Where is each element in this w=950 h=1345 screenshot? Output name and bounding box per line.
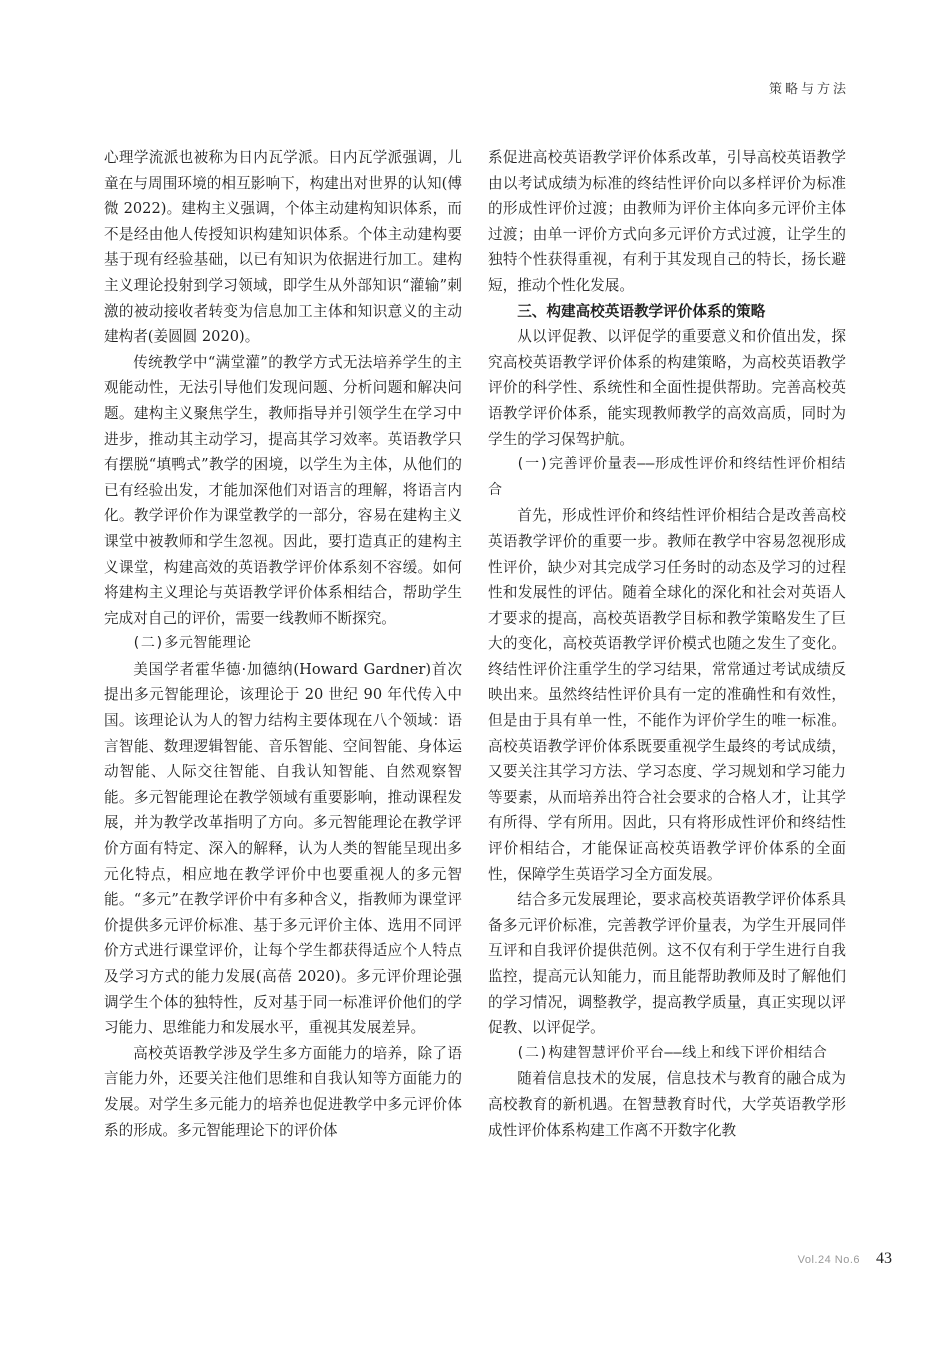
paragraph: 随着信息技术的发展，信息技术与教育的融合成为高校教育的新机遇。在智慧教育时代，大学英语教学形成性评价体系构建工作离不开数字化教 <box>488 1070 846 1139</box>
paragraph: 传统教学中“满堂灌”的教学方式无法培养学生的主观能动性，无法引导他们发现问题、分析问题和解决问题。建构主义聚焦学生，教师指导并引领学生在学习中进步，推动其主动学习，提高其学习效率。英语教学只有摆脱“填鸭式”教学的困境，以学生为主体，从他们的已有经验出发，才能加深他们对语言的理解，将语言内化。教学评价作为课堂教学的一部分，容易在建构主义课堂中被教师和学生忽视。因此，要打造真正的建构主义课堂，构建高效的英语教学评价体系刻不容缓。如何将建构主义理论与英语教学评价体系相结合，帮助学生完成对自己的评价，需要一线教师不断探究。 <box>104 353 462 627</box>
paragraph: 系促进高校英语教学评价体系改革，引导高校英语教学由以考试成绩为标准的终结性评价向以多样评价为标准的形成性评价过渡；由教师为评价主体向多元评价主体过渡；由单一评价方式向多元评价方式过渡，让学生的独特个性获得重视，有利于其发现自己的特长，扬长避短，推动个性化发展。 <box>488 149 846 294</box>
subsection-heading: (一)完善评价量表——形成性评价和终结性评价相结合 <box>488 456 846 498</box>
subsection-heading: (二)多元智能理论 <box>132 635 252 652</box>
paragraph: 首先，形成性评价和终结性评价相结合是改善高校英语教学评价的重要一步。教师在教学中容易忽视形成性评价，缺少对其完成学习任务时的动态及学习的过程性和发展性的评估。随着全球化的深化和社会对英语人才要求的提高，高校英语教学目标和教学策略发生了巨大的变化，高校英语教学评价模式也随之发生了变化。终结性评价注重学生的学习结果，常常通过考试成绩反映出来。虽然终结性评价具有一定的准确性和有效性，但是由于具有单一性，不能作为评价学生的唯一标准。高校英语教学评价体系既要重视学生最终的考试成绩，又要关注其学习方法、学习态度、学习规划和学习能力等要素，从而培养出符合社会要求的合格人才，让其学有所得、学有所用。因此，只有将形成性评价和终结性评价相结合，才能保证高校英语教学评价体系的全面性，保障学生英语学习全方面发展。 <box>488 507 846 883</box>
section-heading: 三、构建高校英语教学评价体系的策略 <box>517 302 766 320</box>
volume-info: Vol.24 No.6 <box>797 1254 860 1266</box>
paragraph: 结合多元发展理论，要求高校英语教学评价体系具备多元评价标准，完善教学评价量表，为学生开展同伴互评和自我评价提供范例。这不仅有利于学生进行自我监控，提高元认知能力，而且能帮助教师及时了解他们的学习情况，调整教学，提高教学质量，真正实现以评促教、以评促学。 <box>488 891 846 1037</box>
left-column <box>104 145 462 1143</box>
paragraph: 从以评促教、以评促学的重要意义和价值出发，探究高校英语教学评价体系的构建策略，为高校英语教学评价的科学性、系统性和全面性提供帮助。完善高校英语教学评价体系，能实现教师教学的高效高质，同时为学生的学习保驾护航。 <box>488 328 846 448</box>
right-column <box>488 145 846 1143</box>
subsection-heading: (二)构建智慧评价平台——线上和线下评价相结合 <box>516 1044 828 1061</box>
paragraph: 心理学流派也被称为日内瓦学派。日内瓦学派强调，儿童在与周围环境的相互影响下，构建出对世界的认知(傅微 2022)。建构主义强调，个体主动建构知识体系，而不是经由他人传授知识构建知识体系。个体主动建构要基于现有经验基础，以已有知识为依据进行加工。建构主义理论投射到学习领域，即学生从外部知识“灌输”刺激的被动接收者转变为信息加工主体和知识意义的主动建构者(姜圆圆 2020)。 <box>104 149 462 346</box>
page-number: 43 <box>876 1250 892 1267</box>
paragraph: 美国学者霍华德·加德纳(Howard Gardner)首次提出多元智能理论，该理论于 20 世纪 90 年代传入中国。该理论认为人的智力结构主要体现在八个领域：语言智能、数理逻辑智能、音乐智能、空间智能、身体运动智能、人际交往智能、自我认知智能、自然观察智能。多元智能理论在教学领域有重要影响，推动课程发展，并为教学改革指明了方向。多元智能理论在教学评价方面有特定、深入的解释，认为人类的智能呈现出多元化特点，相应地在教学评价中也要重视人的多元智能。“多元”在教学评价中有多种含义，指教师为课堂评价提供多元评价标准、基于多元评价主体、选用不同评价方式进行课堂评价，让每个学生都获得适应个人特点及学习方式的能力发展(高蓓 2020)。多元评价理论强调学生个体的独特性，反对基于同一标准评价他们的学习能力、思维能力和发展水平，重视其发展差异。 <box>104 660 462 1037</box>
running-header: 策略与方法 <box>768 82 849 97</box>
paragraph: 高校英语教学涉及学生多方面能力的培养，除了语言能力外，还要关注他们思维和自我认知等方面能力的发展。对学生多元能力的培养也促进教学中多元评价体系的形成。多元智能理论下的评价体 <box>104 1044 462 1139</box>
page-footer <box>798 1250 892 1268</box>
